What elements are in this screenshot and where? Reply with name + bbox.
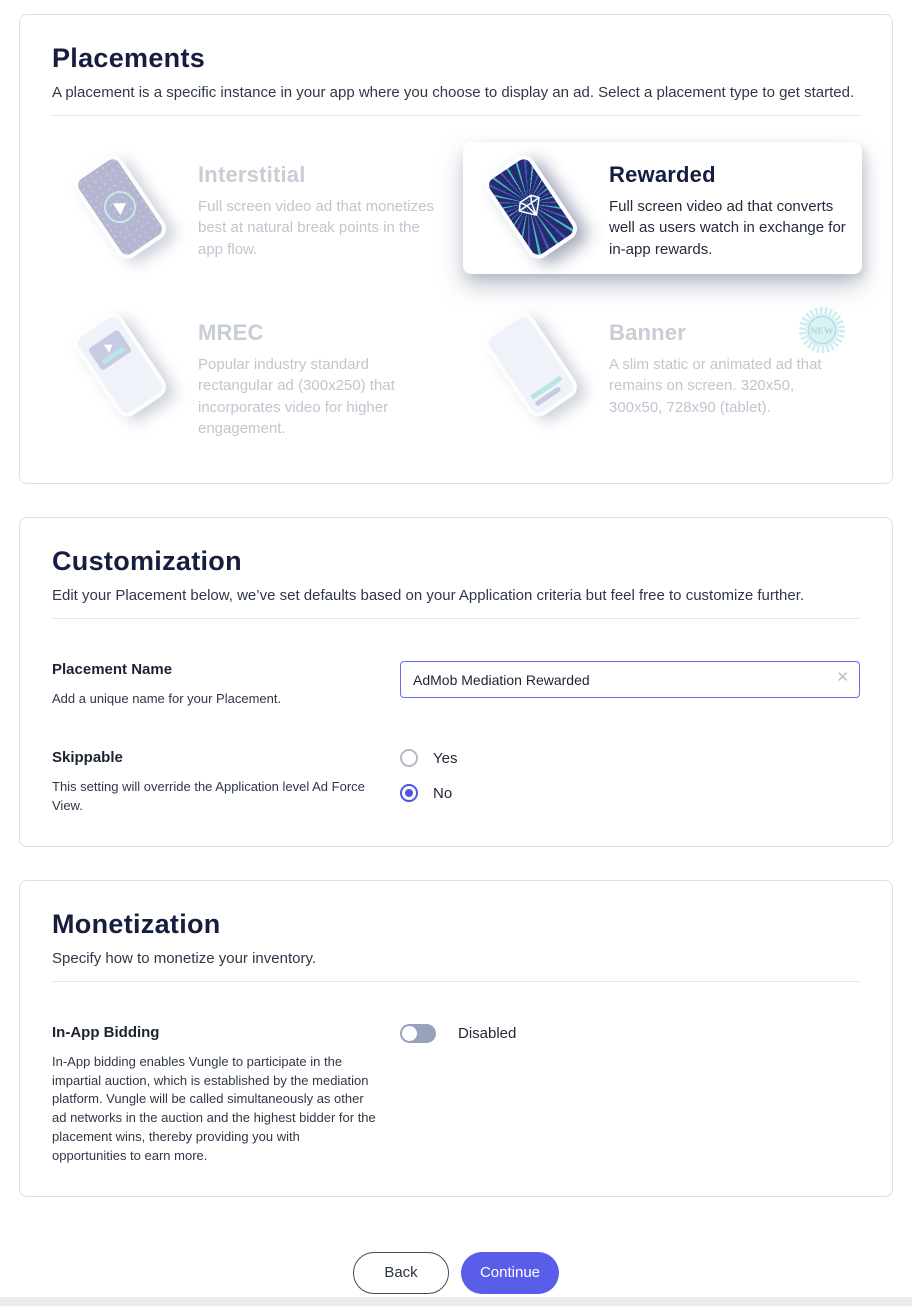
skippable-option-yes[interactable]: Yes <box>400 749 860 767</box>
placement-option-interstitial[interactable] <box>52 142 452 274</box>
toggle-state-label: Disabled <box>458 1024 517 1042</box>
placement-name-label: Placement Name <box>52 661 173 679</box>
in-app-bidding-description: In-App bidding enables Vungle to participate in the impartial auction, which is established by the mediation platform. Vungle will be called simultaneously as other ad networks in the auction and the highest bidder for the placement wins, thereby providing you with opportunities to earn more. <box>52 1053 376 1163</box>
option-title: Interstitial <box>198 162 306 187</box>
back-button[interactable]: Back <box>353 1252 449 1294</box>
play-icon <box>98 185 142 229</box>
placements-subtitle: A placement is a specific instance in your app where you choose to display an ad. Select a placement type to get started. <box>52 84 855 101</box>
new-badge-icon <box>798 306 846 354</box>
option-description: Full screen video ad that converts well as users watch in exchange for in-app rewards. <box>609 198 846 258</box>
mrec-ad-thumbnail <box>88 329 132 371</box>
placements-card <box>19 14 893 484</box>
radio-selected-icon[interactable] <box>400 784 418 802</box>
customization-subtitle: Edit your Placement below, we’ve set defaults based on your Application criteria but feel free to customize further. <box>52 587 805 605</box>
interstitial-phone-illustration <box>64 156 182 260</box>
option-title: Banner <box>609 320 686 345</box>
option-description: Full screen video ad that monetizes best at natural break points in the app flow. <box>198 198 434 258</box>
placement-name-input[interactable] <box>400 661 860 698</box>
monetization-subtitle: Specify how to monetize your inventory. <box>52 949 317 967</box>
banner-phone-illustration <box>475 314 593 418</box>
monetization-card <box>19 880 893 1197</box>
placement-option-mrec[interactable] <box>52 300 452 453</box>
skippable-row <box>52 749 860 816</box>
customization-card <box>19 517 893 847</box>
placement-name-description: Add a unique name for your Placement. <box>52 691 282 707</box>
divider <box>52 981 860 982</box>
rewarded-phone-illustration <box>475 156 593 260</box>
radio-unselected-icon[interactable] <box>400 749 418 767</box>
skippable-description: This setting will override the Application level Ad Force View. <box>52 779 365 813</box>
divider <box>52 618 860 619</box>
placement-setup-page <box>19 0 893 1306</box>
skippable-label: Skippable <box>52 749 123 767</box>
gem-icon <box>514 191 548 224</box>
in-app-bidding-label: In-App Bidding <box>52 1023 160 1041</box>
placement-option-banner[interactable] <box>463 300 862 453</box>
monetization-title: Monetization <box>52 908 221 939</box>
in-app-bidding-row <box>52 1024 860 1166</box>
continue-button[interactable]: Continue <box>461 1252 559 1294</box>
clear-input-icon[interactable]: ✕ <box>836 669 849 687</box>
placements-title: Placements <box>52 43 206 73</box>
option-description: A slim static or animated ad that remains on screen. 320x50, 300x50, 728x90 (tablet). <box>609 356 822 416</box>
customization-title: Customization <box>52 546 242 577</box>
banner-ad-thumbnail <box>530 376 567 407</box>
svg-text:NEW: NEW <box>810 327 834 337</box>
placement-option-rewarded[interactable] <box>463 142 862 274</box>
divider <box>52 115 860 116</box>
mrec-phone-illustration <box>64 314 182 418</box>
placement-type-grid <box>52 142 860 453</box>
option-title: MREC <box>198 320 264 345</box>
play-icon <box>103 341 114 353</box>
in-app-bidding-toggle[interactable] <box>400 1024 436 1043</box>
option-title: Rewarded <box>609 162 716 187</box>
bottom-edge-strip <box>0 1297 912 1306</box>
placement-name-row <box>52 661 860 709</box>
action-bar <box>19 1230 893 1306</box>
option-description: Popular industry standard rectangular ad (300x250) that incorporates video for higher engagement. <box>198 356 395 437</box>
skippable-option-no[interactable]: No <box>400 784 860 802</box>
